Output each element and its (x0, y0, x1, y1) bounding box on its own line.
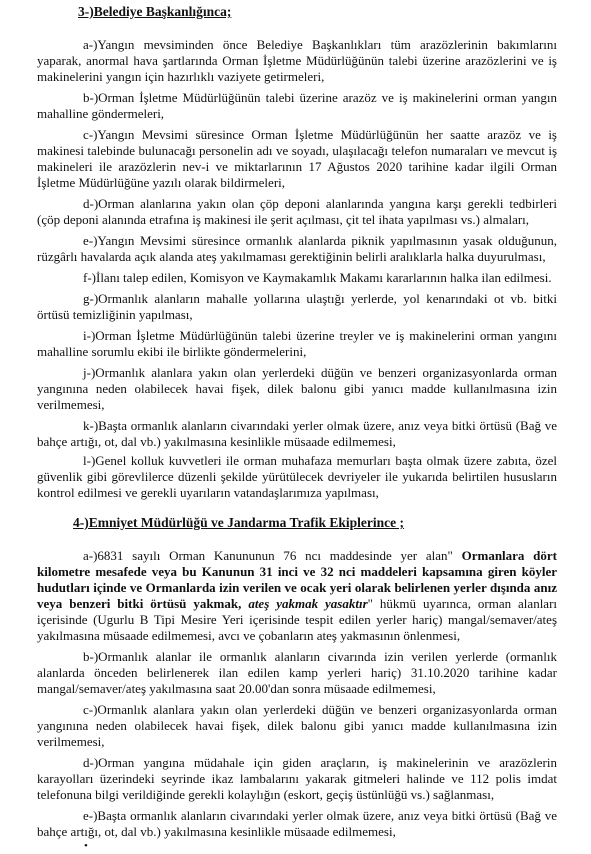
section-4-body (37, 548, 557, 845)
section-3-item-a: a-)Yangın mevsiminden önce Belediye Başkanlıkları tüm arazözlerinin bakımlarını yaparak, anormal hava şartlarında Orman İşletme Müdürlüğünün talebi üzerine arazözlerini ve iş makinelerini yangın için hazırlıklı vaziyete getirmeleri, (37, 37, 557, 84)
section-4-item-d: d-)Orman yangına müdahale için giden araçların, iş makinelerinin ve arazözlerin karayolları üzerindeki seyrinde ikaz lambalarını yakarak gitmeleri halinde ve 112 polis imdat telefonuna bilgi verildiğinde gerekli kolaylığın (eskort, geçiş üstünlüğü vs.) sağlanması, (37, 755, 557, 802)
section-4-item-e: e-)Başta ormanlık alanların civarındaki yerler olmak üzere, anız veya bitki örtüsü (Bağ ve bahçe artığı, ot, dal vb.) yakılmasına kesinlikle müsaade edilmemesi, (37, 808, 557, 839)
section-4-item-b: b-)Ormanlık alanlar ile ormanlık alanların civarında izin verilen yerlerde (ormanlık alanlarda önceden belirlenerek ilan edilen kamp yerleri hariç) 31.10.2020 tarihine kadar mangal/semaver/ateş yakılmasına saat 20.00'dan sonra müsaade edilmemesi, (37, 649, 557, 696)
section-4-item-c: c-)Ormanlık alanlara yakın olan yerlerdeki düğün ve benzeri organizasyonlarda orman yangınına neden olabilecek havai fişek, dilek balonu gibi yanıcı madde kullanılmasına izin verilmemesi, (37, 702, 557, 749)
section-3-item-e: e-)Yangın Mevsimi süresince ormanlık alanlarda piknik yapılmasının yasak olduğunun, rüzgârlı havalarda açık alanda ateş yakılmaması gerektiğinin belirli aralıklarla halka duyurulması, (37, 233, 557, 264)
section-4-item-a-bold: Ormanlara dört kilometre mesafede veya bu Kanunun 31 inci ve 32 nci maddeleri kapsamına giren köyler hudutları içinde ve Ormanlarda izin verilen ve ocak yeri olarak belirlenen yerler dışında anız veya benzeri bitki örtüsü yakmak, (37, 548, 558, 611)
section-3-item-k: k-)Başta ormanlık alanların civarındaki yerler olmak üzere, anız veya bitki örtüsü (Bağ ve bahçe artığı, ot, dal vb.) yakılmasına kesinlikle müsaade edilmemesi, (37, 418, 557, 449)
section-4-item-a-lead: a-)6831 sayılı Orman Kanununun 76 ncı maddesinde yer alan" (83, 548, 453, 563)
section-3-item-j: j-)Ormanlık alanlara yakın olan yerlerdeki düğün ve benzeri organizasyonlarda orman yangınına neden olabilecek havai fişek, dilek balonu gibi yanıcı madde kullanılmasına izin verilmemesi, (37, 365, 557, 412)
section-3-item-i: i-)Orman İşletme Müdürlüğünün talebi üzerine treyler ve iş makinelerini orman yangını mahalline sorumlu ekibi ile birlikte göndermelerini, (37, 328, 557, 359)
section-4-item-a (37, 548, 557, 644)
section-3-item-b: b-)Orman İşletme Müdürlüğünün talebi üzerine arazöz ve iş makinelerini orman yangın mahalline göndermeleri, (37, 90, 557, 121)
section-3-heading: 3-)Belediye Başkanlığınca; (78, 4, 232, 19)
section-4-heading: 4-)Emniyet Müdürlüğü ve Jandarma Trafik Ekiplerince ; (73, 515, 405, 530)
section-3-item-l: l-)Genel kolluk kuvvetleri ile orman muhafaza memurları başta olmak üzere zabıta, özel güvenlik gibi görevlilerce düzenli şekilde yürütülecek devriyeler ile yukarıda belirtilen hususların kontrol edilmesi ve gerekli uyarıların vatandaşlarımıza yapılması, (37, 453, 557, 500)
section-3-item-c: c-)Yangın Mevsimi süresince Orman İşletme Müdürlüğünün her saatte arazöz ve iş makinesi talebinde bulunacağı personelin adı ve soyadı, ulaşılacağı telefon numaraları ve mevcut iş makineleri ile arazözlerin nev-i ve miktarlarının 17 Ağustos 2020 tarihine kadar ilgili Orman İşletme Müdürlüğüne yazılı olarak bildirmeleri, (37, 127, 557, 190)
section-4-item-a-tail: " hükmü uyarınca, orman alanları içerisinde (Ugurlu B Tipi Mesire Yeri içerisinde tespit edilen yerler hariç) mangal/semaver/ateş yakılmasına müsaade edilmemesi, avcı ve çobanların ateş yakmasının önlenmesi, (37, 596, 558, 643)
section-3-item-d: d-)Orman alanlarına yakın olan çöp deponi alanlarında yangına karşı gerekli tedbirleri (çöp deponi alanında etrafına iş makinesi ile şerit açılması, çit tel ihata yapılması vs.) almaları, (37, 196, 557, 227)
section-3-item-g: g-)Ormanlık alanların mahalle yollarına ulaştığı yerlerde, yol kenarındaki ot vb. bitki örtüsü temizliğinin yapılması, (37, 291, 557, 322)
section-3-item-f: f-)İlanı talep edilen, Komisyon ve Kaymakamlık Makamı kararlarının halka ilan edilmesi. (83, 270, 552, 285)
section-4-item-a-italic: ateş yakmak yasaktır (248, 596, 368, 611)
section-3-body (37, 37, 557, 506)
trailing-bullet-mark: • (84, 840, 88, 852)
